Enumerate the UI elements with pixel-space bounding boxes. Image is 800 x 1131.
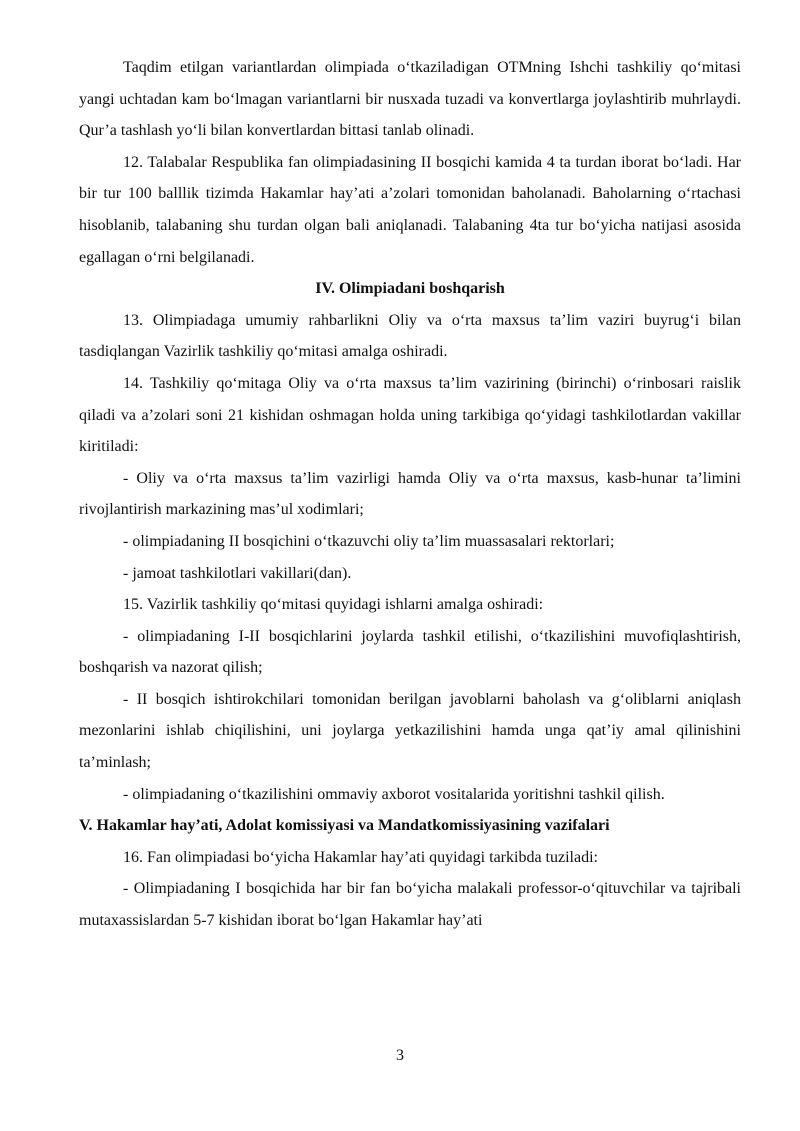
list-item-rectors: - olimpiadaning II bosqichini o‘tkazuvchi oliy ta’lim muassasalari rektorlari;	[123, 532, 615, 550]
page-number: 3	[396, 1047, 404, 1064]
section-heading-v: V. Hakamlar hay’ati, Adolat komissiyasi va Mandatkomissiyasining vazifalari	[79, 817, 610, 835]
list-item-ministry-staff: - Oliy va o‘rta maxsus ta’lim vazirligi hamda Oliy va o‘rta maxsus, kasb-hunar ta’limini rivojlantirish markazining mas’ul xodimlari;	[79, 469, 741, 519]
paragraph-16: 16. Fan olimpiadasi bo‘yicha Hakamlar hay’ati quyidagi tarkibda tuziladi:	[123, 848, 598, 866]
list-item-media-coverage: - olimpiadaning o‘tkazilishini ommaviy axborot vositalarida yoritishni tashkil qilish.	[123, 785, 665, 803]
list-item-evaluation-criteria: - II bosqich ishtirokchilari tomonidan berilgan javoblarni baholash va g‘oliblarni aniqlash mezonlarini ishlab chiqilishini, uni joylarga yetkazilishini hamda unga qat’iy amal qilinishini ta’minlash;	[79, 690, 741, 772]
document-page	[79, 52, 741, 937]
list-item-coordination: - olimpiadaning I-II bosqichlarini joylarda tashkil etilishi, o‘tkazilishini muvofiqlashtirish, boshqarish va nazorat qilish;	[79, 627, 741, 677]
paragraph-14: 14. Tashkiliy qo‘mitaga Oliy va o‘rta maxsus ta’lim vazirining (birinchi) o‘rinbosari raislik qiladi va a’zolari soni 21 kishidan oshmagan holda uning tarkibiga qo‘yidagi tashkilotlardan vakillar kiritiladi:	[79, 374, 741, 456]
section-heading-iv: IV. Olimpiadani boshqarish	[315, 280, 505, 298]
paragraph-variants: Taqdim etilgan variantlardan olimpiada o‘tkaziladigan OTMning Ishchi tashkiliy qo‘mitasi yangi uchtadan kam bo‘lmagan variantlarni bir nusxada tuzadi va konvertlarga joylashtirib muhrlaydi. Qur’a tashlash yo‘li bilan konvertlardan bittasi tanlab olinadi.	[79, 59, 741, 140]
list-item-public-organizations: - jamoat tashkilotlari vakillari(dan).	[123, 564, 352, 582]
paragraph-13: 13. Olimpiadaga umumiy rahbarlikni Oliy va o‘rta maxsus ta’lim vaziri buyrug‘i bilan tasdiqlangan Vazirlik tashkiliy qo‘mitasi amalga oshiradi.	[79, 311, 741, 361]
paragraph-15: 15. Vazirlik tashkiliy qo‘mitasi quyidagi ishlarni amalga oshiradi:	[123, 596, 544, 614]
paragraph-12: 12. Talabalar Respublika fan olimpiadasining II bosqichi kamida 4 ta turdan iborat bo‘ladi. Har bir tur 100 balllik tizimda Hakamlar hay’ati a’zolari tomonidan baholanadi. Baholarning o‘rtachasi hisoblanib, talabaning shu turdan olgan bali aniqlanadi. Talabaning 4ta tur bo‘yicha natijasi asosida egallagan o‘rni belgilanadi.	[79, 153, 741, 266]
list-item-jury-composition: - Olimpiadaning I bosqichida har bir fan bo‘yicha malakali professor-o‘qituvchilar va tajribali mutaxassislardan 5-7 kishidan iborat bo‘lgan Hakamlar hay’ati	[79, 880, 741, 930]
